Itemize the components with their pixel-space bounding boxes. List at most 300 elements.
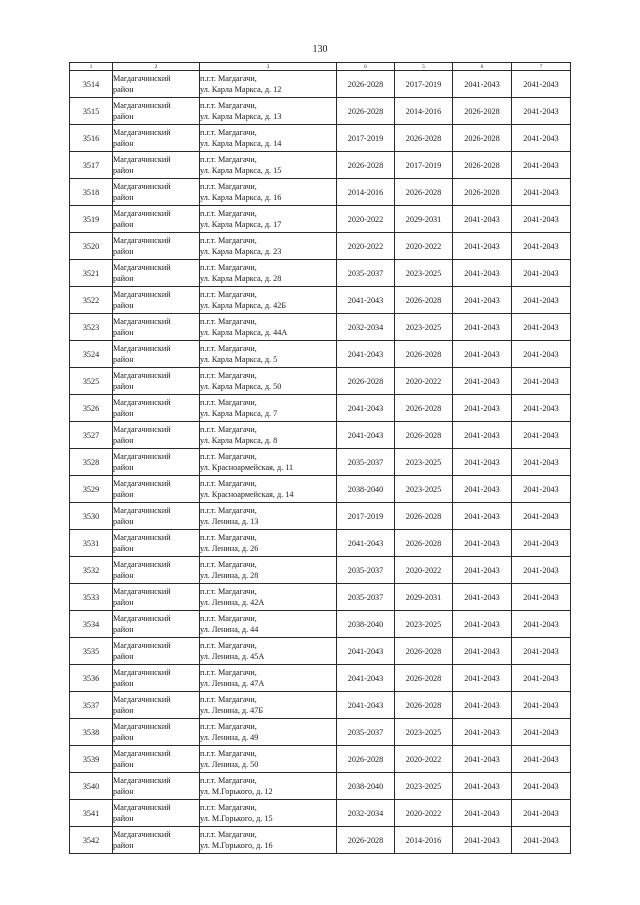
row-number-cell: 3528 [70,449,113,476]
address-cell [200,611,337,638]
district-cell-line: район [113,490,134,499]
row-number-cell: 3517 [70,152,113,179]
address-cell [200,368,337,395]
period-cell: 2026-2028 [395,692,453,719]
address-cell [200,800,337,827]
address-cell-line: ул. Ленина, д. 49 [200,733,259,742]
district-cell [113,341,200,368]
column-header: 6 [453,63,512,71]
table-row [70,395,571,422]
period-cell: 2041-2043 [512,395,571,422]
district-cell-line: Магдагачинский [113,371,171,380]
period-cell: 2041-2043 [512,665,571,692]
address-cell-line: п.г.т. Магдагачи, [200,506,257,515]
district-cell-line: район [113,166,134,175]
period-cell: 2035-2037 [337,557,395,584]
period-cell: 2041-2043 [512,503,571,530]
period-cell: 2041-2043 [512,530,571,557]
table-body [70,63,571,854]
district-cell-line: Магдагачинский [113,479,171,488]
table-row [70,233,571,260]
address-cell [200,314,337,341]
address-cell [200,125,337,152]
address-cell-line: ул. М.Горького, д. 15 [200,814,273,823]
district-cell [113,206,200,233]
district-cell-line: Магдагачинский [113,209,171,218]
address-cell [200,827,337,854]
row-number-cell: 3530 [70,503,113,530]
district-cell-line: Магдагачинский [113,236,171,245]
address-cell-line: ул. Ленина, д. 45А [200,652,265,661]
period-cell: 2023-2025 [395,314,453,341]
address-cell-line: ул. М.Горького, д. 16 [200,841,273,850]
period-cell: 2026-2028 [337,152,395,179]
column-header: 3 [200,63,337,71]
district-cell-line: район [113,436,134,445]
address-cell [200,746,337,773]
district-cell-line: район [113,382,134,391]
address-cell-line: п.г.т. Магдагачи, [200,479,257,488]
district-cell-line: Магдагачинский [113,506,171,515]
address-cell-line: п.г.т. Магдагачи, [200,452,257,461]
period-cell: 2041-2043 [512,611,571,638]
row-number-cell: 3521 [70,260,113,287]
address-cell [200,773,337,800]
period-cell: 2029-2031 [395,206,453,233]
period-cell: 2041-2043 [512,314,571,341]
period-cell: 2041-2043 [512,179,571,206]
address-cell-line: ул. Ленина, д. 13 [200,517,259,526]
period-cell: 2041-2043 [337,395,395,422]
period-cell: 2041-2043 [512,557,571,584]
district-cell-line: Магдагачинский [113,533,171,542]
district-cell [113,98,200,125]
table-row [70,611,571,638]
address-cell-line: п.г.т. Магдагачи, [200,317,257,326]
table-row [70,152,571,179]
row-number-cell: 3531 [70,530,113,557]
period-cell: 2041-2043 [337,665,395,692]
period-cell: 2041-2043 [453,260,512,287]
address-cell-line: ул. Карла Маркса, д. 14 [200,139,282,148]
address-cell [200,557,337,584]
district-cell-line: Магдагачинский [113,155,171,164]
row-number-cell: 3532 [70,557,113,584]
address-cell-line: ул. Ленина, д. 50 [200,760,259,769]
address-cell-line: п.г.т. Магдагачи, [200,614,257,623]
row-number-cell: 3538 [70,719,113,746]
table-row [70,503,571,530]
address-cell-line: ул. Ленина, д. 47Б [200,706,264,715]
period-cell: 2023-2025 [395,611,453,638]
address-cell-line: ул. Карла Маркса, д. 44А [200,328,288,337]
period-cell: 2035-2037 [337,260,395,287]
period-cell: 2032-2034 [337,800,395,827]
period-cell: 2014-2016 [395,98,453,125]
address-cell-line: ул. Карла Маркса, д. 12 [200,85,282,94]
address-cell [200,692,337,719]
column-header: 1 [70,63,113,71]
address-cell-line: п.г.т. Магдагачи, [200,641,257,650]
district-cell [113,800,200,827]
district-cell [113,719,200,746]
district-cell-line: Магдагачинский [113,668,171,677]
period-cell: 2041-2043 [512,341,571,368]
row-number-cell: 3514 [70,71,113,98]
address-cell-line: ул. Ленина, д. 26 [200,544,259,553]
period-cell: 2035-2037 [337,719,395,746]
district-cell-line: район [113,544,134,553]
address-cell-line: п.г.т. Магдагачи, [200,182,257,191]
period-cell: 2041-2043 [512,71,571,98]
address-cell [200,584,337,611]
district-cell [113,665,200,692]
district-cell [113,422,200,449]
address-cell-line: ул. Красноармейская, д. 11 [200,463,294,472]
period-cell: 2038-2040 [337,611,395,638]
table-row [70,692,571,719]
period-cell: 2041-2043 [453,773,512,800]
row-number-cell: 3533 [70,584,113,611]
period-cell: 2041-2043 [453,584,512,611]
row-number-cell: 3529 [70,476,113,503]
period-cell: 2041-2043 [453,638,512,665]
district-cell-line: район [113,787,134,796]
district-cell [113,746,200,773]
address-cell-line: п.г.т. Магдагачи, [200,371,257,380]
address-cell-line: ул. Карла Маркса, д. 7 [200,409,278,418]
column-header: 6 [337,63,395,71]
district-cell-line: район [113,328,134,337]
address-cell-line: п.г.т. Магдагачи, [200,722,257,731]
address-cell-line: п.г.т. Магдагачи, [200,236,257,245]
district-cell-line: район [113,193,134,202]
period-cell: 2023-2025 [395,260,453,287]
district-cell-line: Магдагачинский [113,398,171,407]
address-cell [200,719,337,746]
period-cell: 2020-2022 [337,233,395,260]
row-number-cell: 3527 [70,422,113,449]
row-number-cell: 3519 [70,206,113,233]
district-cell [113,584,200,611]
district-cell-line: район [113,274,134,283]
address-cell-line: ул. Карла Маркса, д. 5 [200,355,278,364]
address-cell-line: ул. Карла Маркса, д. 28 [200,274,282,283]
period-cell: 2017-2019 [337,125,395,152]
district-cell [113,449,200,476]
address-cell-line: п.г.т. Магдагачи, [200,101,257,110]
period-cell: 2029-2031 [395,584,453,611]
address-cell [200,98,337,125]
address-cell [200,260,337,287]
table-row [70,260,571,287]
address-cell-line: п.г.т. Магдагачи, [200,776,257,785]
address-cell-line: ул. Ленина, д. 42А [200,598,265,607]
period-cell: 2041-2043 [512,98,571,125]
district-cell [113,260,200,287]
period-cell: 2026-2028 [337,98,395,125]
address-cell [200,233,337,260]
district-cell-line: район [113,112,134,121]
housing-repair-schedule-table [69,62,571,854]
district-cell-line: район [113,517,134,526]
district-cell-line: район [113,733,134,742]
period-cell: 2041-2043 [512,692,571,719]
address-cell-line: ул. Ленина, д. 44 [200,625,259,634]
district-cell [113,476,200,503]
address-cell [200,503,337,530]
period-cell: 2020-2022 [395,368,453,395]
period-cell: 2026-2028 [395,503,453,530]
district-cell-line: Магдагачинский [113,830,171,839]
period-cell: 2041-2043 [512,449,571,476]
address-cell [200,152,337,179]
period-cell: 2041-2043 [453,314,512,341]
period-cell: 2023-2025 [395,719,453,746]
period-cell: 2026-2028 [453,98,512,125]
address-cell-line: ул. Красноармейская, д. 14 [200,490,294,499]
table-row [70,341,571,368]
period-cell: 2041-2043 [337,692,395,719]
district-cell-line: Магдагачинский [113,290,171,299]
district-cell-line: район [113,139,134,148]
table-row [70,773,571,800]
district-cell [113,287,200,314]
row-number-cell: 3518 [70,179,113,206]
address-cell-line: п.г.т. Магдагачи, [200,668,257,677]
district-cell [113,314,200,341]
district-cell-line: район [113,625,134,634]
district-cell-line: Магдагачинский [113,695,171,704]
district-cell [113,503,200,530]
district-cell-line: район [113,463,134,472]
district-cell-line: район [113,571,134,580]
district-cell-line: Магдагачинский [113,182,171,191]
address-cell-line: п.г.т. Магдагачи, [200,587,257,596]
address-cell [200,638,337,665]
period-cell: 2020-2022 [395,557,453,584]
district-cell-line: Магдагачинский [113,74,171,83]
district-cell-line: район [113,760,134,769]
row-number-cell: 3540 [70,773,113,800]
district-cell-line: район [113,355,134,364]
table-row [70,800,571,827]
table-row [70,287,571,314]
period-cell: 2023-2025 [395,449,453,476]
period-cell: 2041-2043 [337,638,395,665]
period-cell: 2041-2043 [337,287,395,314]
period-cell: 2041-2043 [512,368,571,395]
row-number-cell: 3542 [70,827,113,854]
address-cell [200,287,337,314]
period-cell: 2020-2022 [395,746,453,773]
period-cell: 2041-2043 [453,71,512,98]
page-number: 130 [312,44,328,55]
period-cell: 2026-2028 [395,422,453,449]
period-cell: 2041-2043 [512,638,571,665]
period-cell: 2041-2043 [453,422,512,449]
table-row [70,746,571,773]
period-cell: 2017-2019 [395,71,453,98]
period-cell: 2026-2028 [395,395,453,422]
address-cell-line: ул. Карла Маркса, д. 42Б [200,301,287,310]
period-cell: 2026-2028 [337,746,395,773]
period-cell: 2041-2043 [453,719,512,746]
address-cell-line: п.г.т. Магдагачи, [200,344,257,353]
address-cell-line: п.г.т. Магдагачи, [200,425,257,434]
district-cell [113,179,200,206]
row-number-cell: 3515 [70,98,113,125]
address-cell [200,449,337,476]
period-cell: 2026-2028 [395,638,453,665]
period-cell: 2014-2016 [395,827,453,854]
row-number-cell: 3534 [70,611,113,638]
district-cell-line: Магдагачинский [113,128,171,137]
period-cell: 2041-2043 [512,206,571,233]
address-cell [200,422,337,449]
period-cell: 2026-2028 [337,71,395,98]
period-cell: 2041-2043 [337,341,395,368]
period-cell: 2041-2043 [453,368,512,395]
address-cell-line: п.г.т. Магдагачи, [200,695,257,704]
period-cell: 2041-2043 [337,530,395,557]
address-cell-line: п.г.т. Магдагачи, [200,560,257,569]
district-cell [113,125,200,152]
district-cell-line: район [113,85,134,94]
period-cell: 2041-2043 [453,449,512,476]
period-cell: 2041-2043 [512,233,571,260]
table-row [70,422,571,449]
row-number-cell: 3537 [70,692,113,719]
table-row [70,476,571,503]
address-cell-line: п.г.т. Магдагачи, [200,209,257,218]
address-cell [200,341,337,368]
period-cell: 2041-2043 [453,827,512,854]
period-cell: 2041-2043 [512,152,571,179]
district-cell [113,773,200,800]
table-row [70,584,571,611]
row-number-cell: 3539 [70,746,113,773]
address-cell [200,530,337,557]
period-cell: 2023-2025 [395,476,453,503]
district-cell-line: Магдагачинский [113,641,171,650]
row-number-cell: 3536 [70,665,113,692]
period-cell: 2026-2028 [395,665,453,692]
period-cell: 2041-2043 [453,746,512,773]
period-cell: 2023-2025 [395,773,453,800]
period-cell: 2041-2043 [512,800,571,827]
period-cell: 2026-2028 [453,125,512,152]
period-cell: 2041-2043 [453,800,512,827]
period-cell: 2041-2043 [512,260,571,287]
district-cell-line: Магдагачинский [113,587,171,596]
period-cell: 2041-2043 [453,287,512,314]
period-cell: 2026-2028 [395,179,453,206]
address-cell [200,476,337,503]
period-cell: 2026-2028 [337,368,395,395]
period-cell: 2041-2043 [512,584,571,611]
period-cell: 2041-2043 [453,557,512,584]
district-cell [113,611,200,638]
address-cell-line: ул. Карла Маркса, д. 15 [200,166,282,175]
period-cell: 2026-2028 [395,530,453,557]
period-cell: 2038-2040 [337,476,395,503]
table-row [70,557,571,584]
period-cell: 2026-2028 [453,152,512,179]
address-cell-line: п.г.т. Магдагачи, [200,155,257,164]
district-cell [113,692,200,719]
district-cell-line: Магдагачинский [113,614,171,623]
period-cell: 2035-2037 [337,449,395,476]
district-cell-line: район [113,247,134,256]
period-cell: 2017-2019 [395,152,453,179]
table-row [70,179,571,206]
row-number-cell: 3520 [70,233,113,260]
period-cell: 2026-2028 [395,125,453,152]
district-cell-line: район [113,814,134,823]
period-cell: 2020-2022 [395,800,453,827]
row-number-cell: 3522 [70,287,113,314]
address-cell-line: п.г.т. Магдагачи, [200,263,257,272]
table-row [70,530,571,557]
address-cell-line: п.г.т. Магдагачи, [200,74,257,83]
address-cell-line: п.г.т. Магдагачи, [200,533,257,542]
period-cell: 2041-2043 [512,125,571,152]
period-cell: 2020-2022 [337,206,395,233]
period-cell: 2041-2043 [512,476,571,503]
district-cell [113,530,200,557]
period-cell: 2020-2022 [395,233,453,260]
period-cell: 2041-2043 [512,719,571,746]
address-cell-line: ул. Карла Маркса, д. 13 [200,112,282,121]
district-cell-line: район [113,706,134,715]
period-cell: 2026-2028 [453,179,512,206]
period-cell: 2026-2028 [337,827,395,854]
table-row [70,719,571,746]
district-cell [113,152,200,179]
table-row [70,71,571,98]
row-number-cell: 3526 [70,395,113,422]
period-cell: 2041-2043 [453,206,512,233]
district-cell-line: Магдагачинский [113,560,171,569]
district-cell [113,557,200,584]
address-cell [200,395,337,422]
district-cell-line: Магдагачинский [113,263,171,272]
column-header: 7 [512,63,571,71]
period-cell: 2035-2037 [337,584,395,611]
address-cell [200,179,337,206]
district-cell-line: Магдагачинский [113,101,171,110]
district-cell-line: район [113,841,134,850]
period-cell: 2041-2043 [453,341,512,368]
address-cell-line: ул. Карла Маркса, д. 50 [200,382,282,391]
period-cell: 2041-2043 [512,746,571,773]
district-cell-line: Магдагачинский [113,803,171,812]
district-cell-line: Магдагачинский [113,722,171,731]
address-cell [200,665,337,692]
address-cell-line: п.г.т. Магдагачи, [200,803,257,812]
period-cell: 2041-2043 [453,692,512,719]
district-cell-line: Магдагачинский [113,317,171,326]
district-cell-line: район [113,652,134,661]
district-cell [113,368,200,395]
address-cell-line: п.г.т. Магдагачи, [200,128,257,137]
period-cell: 2041-2043 [512,287,571,314]
district-cell-line: район [113,409,134,418]
period-cell: 2014-2016 [337,179,395,206]
district-cell [113,827,200,854]
period-cell: 2041-2043 [453,611,512,638]
